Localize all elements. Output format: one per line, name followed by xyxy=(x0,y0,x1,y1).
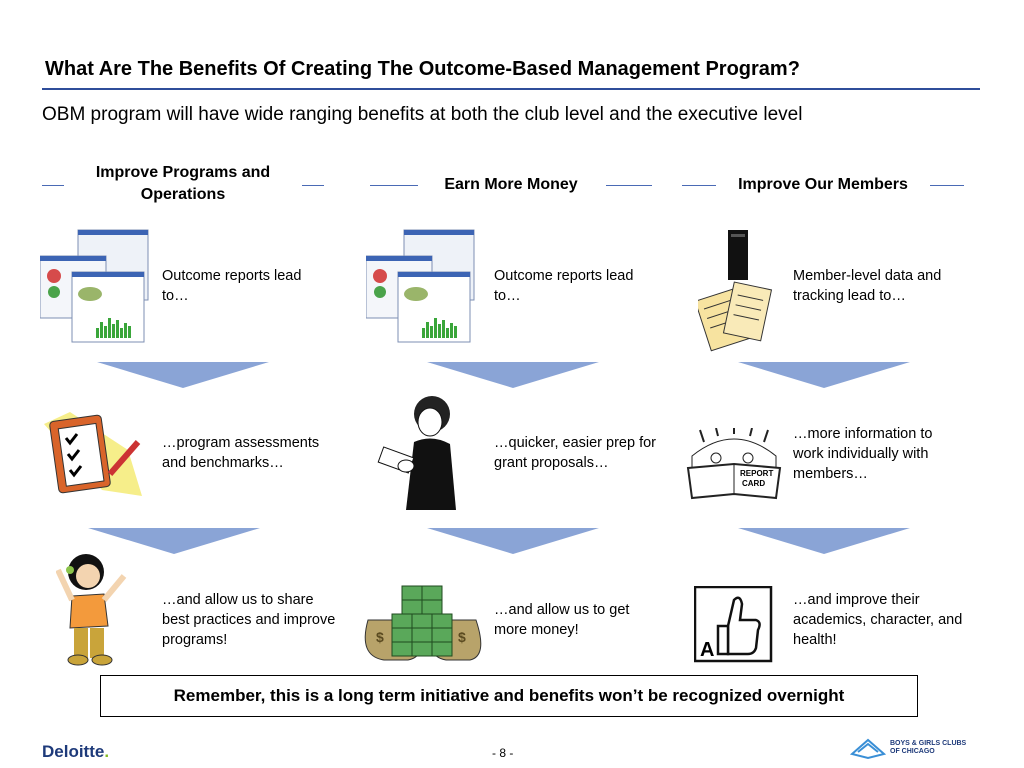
step-text: …program assessments and benchmarks… xyxy=(162,435,320,471)
step-text: …quicker, easier prep for grant proposals… xyxy=(494,435,656,471)
svg-text:$: $ xyxy=(458,629,466,645)
kid-report-card-icon xyxy=(684,428,784,504)
thumbs-up-a-grade-icon xyxy=(694,586,774,664)
down-arrow xyxy=(738,362,910,388)
step-text: Outcome reports lead to… xyxy=(494,268,634,304)
step-text: Member-level data and tracking lead to… xyxy=(793,268,942,304)
page-subtitle: OBM program will have wide ranging benefits at both the club level and the executive level xyxy=(42,104,803,125)
bgc-logo xyxy=(890,740,966,756)
computer-and-papers-icon xyxy=(698,226,774,356)
clipboard-checklist-icon xyxy=(42,404,148,496)
down-arrow xyxy=(427,362,599,388)
column-heading: Improve Our Members xyxy=(738,176,908,193)
deloitte-logo-text: Deloitte xyxy=(42,742,105,761)
report-screenshots-icon xyxy=(40,228,152,346)
page-title: What Are The Benefits Of Creating The Outcome-Based Management Program? xyxy=(45,58,800,80)
report-card-text: CARD xyxy=(742,479,766,488)
heading-rule xyxy=(42,185,64,186)
down-arrow xyxy=(97,362,269,388)
deloitte-logo: Deloitte. xyxy=(42,742,110,761)
heading-rule xyxy=(606,185,652,186)
report-screenshots-icon xyxy=(366,228,478,346)
column-heading: Improve Programs and Operations xyxy=(95,164,271,203)
down-arrow xyxy=(738,528,910,554)
heading-rule xyxy=(302,185,324,186)
step-text: …more information to work individually with members… xyxy=(793,426,933,482)
cheering-girl-icon xyxy=(56,550,132,668)
money-bags-icon xyxy=(358,580,488,664)
step-text: …and allow us to share best practices and improve programs! xyxy=(162,592,336,648)
page-number: - 8 - xyxy=(492,746,514,760)
heading-rule xyxy=(930,185,964,186)
down-arrow xyxy=(427,528,599,554)
title-divider xyxy=(42,88,980,90)
column-heading: Earn More Money xyxy=(444,176,578,193)
bgc-logo-line2: OF CHICAGO xyxy=(890,748,935,755)
svg-text:$: $ xyxy=(376,629,384,645)
heading-rule xyxy=(370,185,418,186)
report-card-text: REPORT xyxy=(740,469,774,478)
person-writing-icon xyxy=(376,394,472,512)
step-text: Outcome reports lead to… xyxy=(162,268,302,304)
heading-rule xyxy=(682,185,716,186)
reminder-text: Remember, this is a long term initiative and benefits won’t be recognized overnight xyxy=(173,686,845,705)
grade-letter: A xyxy=(700,639,715,661)
bgc-logo-line1: BOYS & GIRLS CLUBS xyxy=(890,740,967,747)
step-text: …and improve their academics, character, and health! xyxy=(793,592,963,648)
step-text: …and allow us to get more money! xyxy=(494,602,630,638)
bgc-logo-icon xyxy=(850,736,886,760)
reminder-callout xyxy=(100,675,918,717)
